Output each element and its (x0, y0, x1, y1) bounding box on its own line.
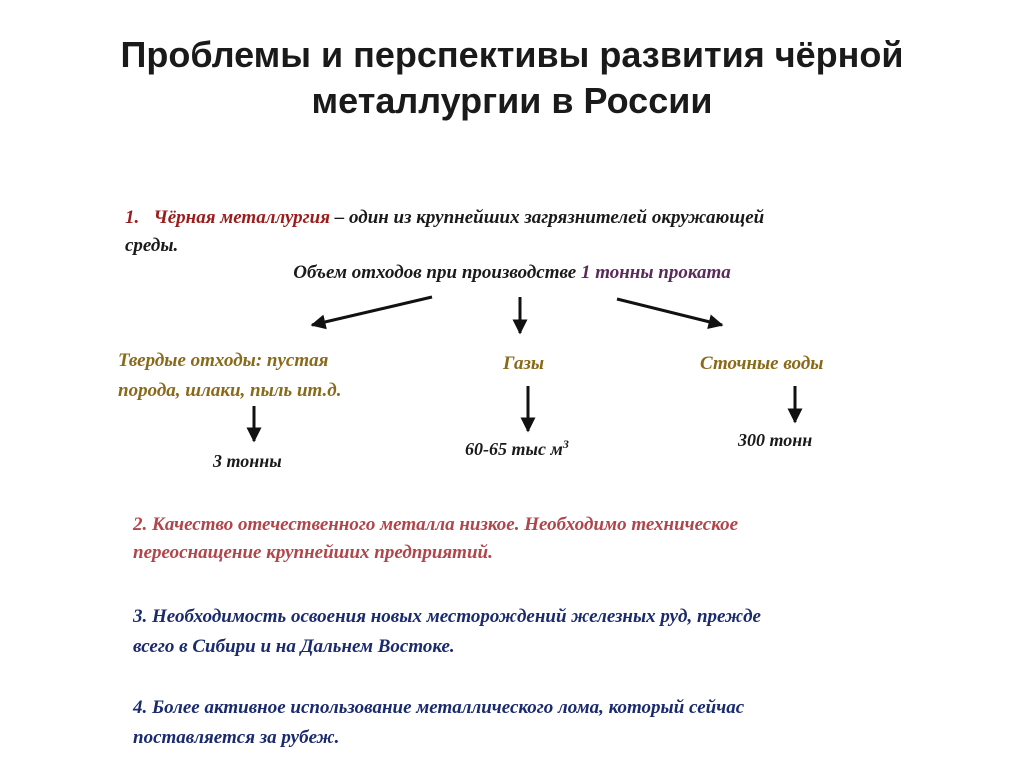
category-solid-line-1: Твердые отходы: пустая (118, 350, 329, 371)
category-solid-line-2: порода, шлаки, пыль ит.д. (118, 380, 342, 401)
point-3-line-2: всего в Сибири и на Дальнем Востоке. (133, 636, 455, 657)
waste-header-prefix: Объем отходов при производстве (293, 262, 581, 283)
value-solid: 3 тонны (213, 451, 282, 471)
value-gases-sup: 3 (562, 437, 569, 451)
point-2-line-1: 2. Качество отечественного металла низкое. Необходимо техническое (133, 514, 739, 535)
point-1-text-line-1: – один из крупнейших загрязнителей окружающей (330, 207, 765, 228)
title-line-1: Проблемы и перспективы развития чёрной (120, 34, 904, 75)
category-wastewater: Сточные воды (700, 353, 824, 374)
waste-header-amount: 1 тонны проката (580, 262, 731, 283)
point-4-line-2: поставляется за рубеж. (133, 727, 340, 748)
arrow-to-solid-waste (312, 297, 432, 325)
point-1-text-line-2: среды. (125, 235, 179, 256)
point-3-line-1: 3. Необходимость освоения новых месторождений железных руд, прежде (133, 606, 761, 627)
value-wastewater: 300 тонн (738, 430, 813, 450)
point-1-number: 1. (125, 207, 140, 228)
value-gases-text: 60-65 тыс м (465, 439, 563, 459)
category-gases: Газы (503, 353, 545, 374)
title-line-2: металлургии в России (311, 80, 713, 121)
point-2-line-2: переоснащение крупнейших предприятий. (133, 542, 493, 563)
arrow-to-wastewater (617, 299, 722, 325)
point-4-line-1: 4. Более активное использование металлического лома, который сейчас (133, 697, 745, 718)
point-1-term: Чёрная металлургия (153, 207, 331, 228)
